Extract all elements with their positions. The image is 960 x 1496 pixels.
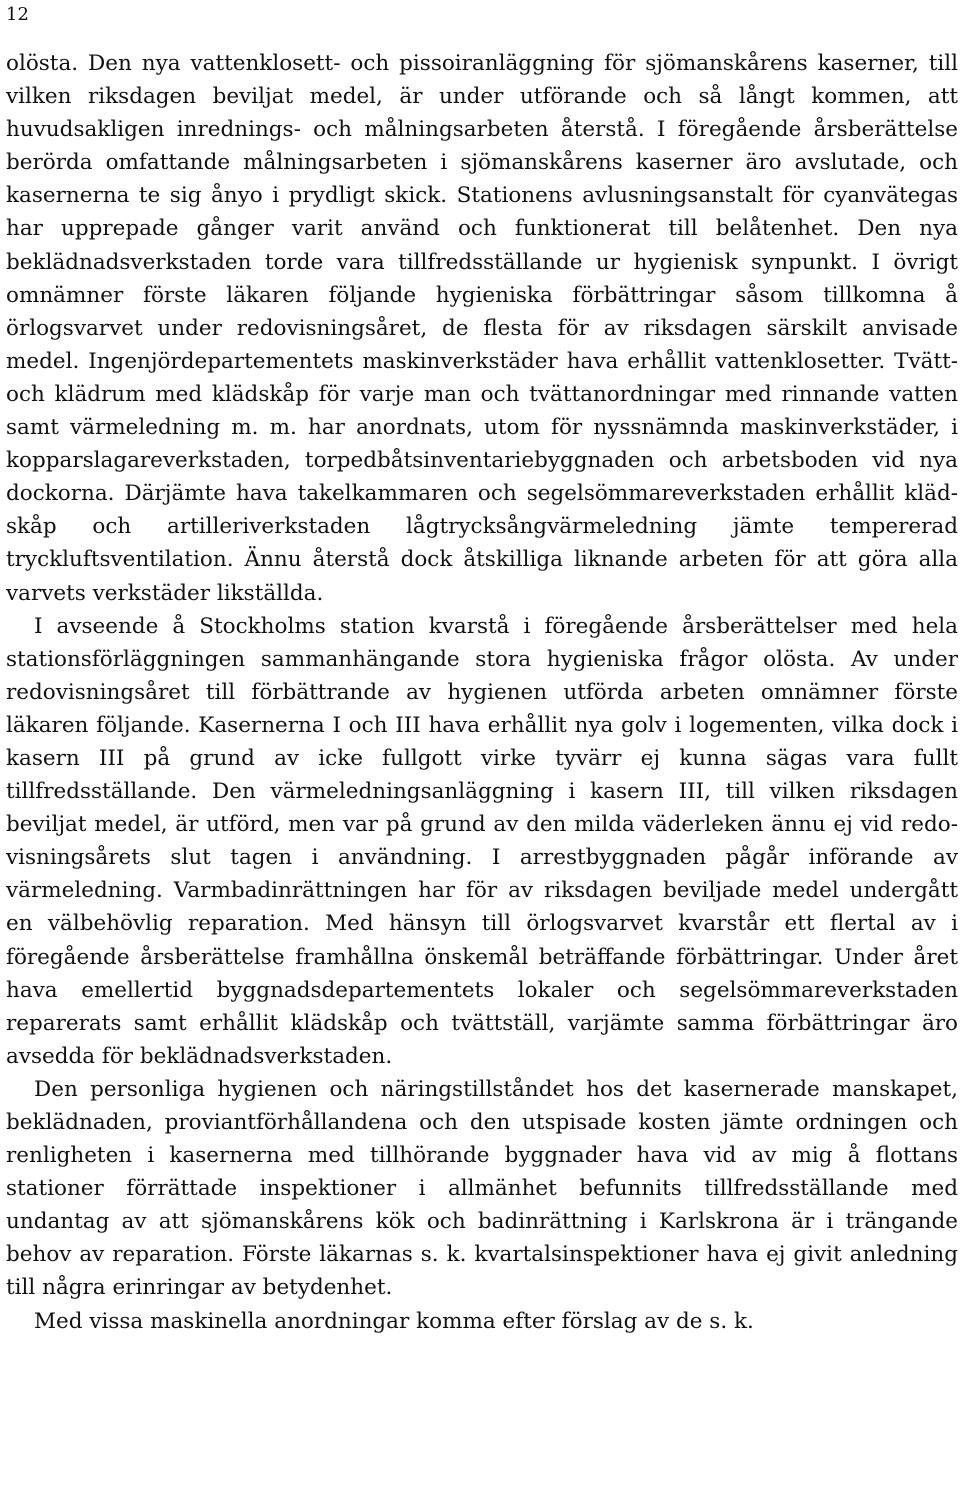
paragraph-machinery: Med vissa maskinella anordningar komma efter förslag av de s. k. (34, 1308, 754, 1334)
paragraph-stockholm-station: I avseende å Stockholms station kvarstå i föregående årsberättelser med hela stationsförläggningen sammanhängande stora hygieniska frågor olösta. Av under redovisningsåret till förbättrande av hygienen utförda arbeten omnämner förste läkaren följande. Kasernerna I och III hava erhållit nya golv i logementen, vilka dock i kasern III på grund av icke fullgott virke tyvärr ej kunna sägas vara fullt tillfredsställande. Den värmeledningsanläggning i kasern III, till vilken riksdagen beviljat medel, är utförd, men var på grund av den milda väderleken ännu ej vid redovisningsårets slut tagen i användning. I arrestbyggnaden pågår införande av värmeledning. Varmbadinrättningen har för av riksdagen beviljade medel undergått en välbehövlig reparation. Med hänsyn till örlogsvarvet kvarstår ett flertal av i föregående årsberättelse framhållna önskemål beträffande förbättringar. Under året hava emellertid byggnadsdepartementets lokaler och segelsömmareverkstaden reparerats samt erhållit klädskåp och tvättställ, varjämte samma förbättringar äro avsedda för beklädnadsverkstaden. (6, 613, 958, 1069)
body-text (6, 47, 958, 1338)
page-number: 12 (6, 4, 29, 25)
paragraph-continuation: olösta. Den nya vattenklosett- och pissoiranläggning för sjömanskårens kaserner, till vilken riksdagen beviljat medel, är under utförande och så långt kommen, att huvudsakligen inrednings- och målningsarbeten återstå. I föregående årsberättelse berörda omfattande målningsarbeten i sjömanskårens kaserner äro avslutade, och kasernerna te sig ånyo i prydligt skick. Stationens avlusningsanstalt för cyanvätegas har upprepade gånger varit använd och funktionerat till belåtenhet. Den nya beklädnadsverkstaden torde vara tillfredsställande ur hygienisk synpunkt. I övrigt omnämner förste läkaren följande hygieniska förbättringar såsom tillkomna å örlogsvarvet under redovisningsåret, de flesta för av riksdagen särskilt anvisade medel. Ingenjördepartementets maskinverkstäder hava erhållit vattenklosetter. Tvätt- och klädrum med klädskåp för varje man och tvättanordningar med rinnande vatten samt värmeledning m. m. har anordnats, utom för nyssnämnda maskinverkstäder, i kopparslagareverkstaden, torpedbåtsinventariebyggnaden och arbetsboden vid nya dockorna. Därjämte hava takelkammaren och segelsömmareverkstaden erhållit klädskåp och artilleriverkstaden lågtrycksångvärmeledning jämte tempererad tryckluftsventilation. Ännu återstå dock åtskilliga liknande arbeten för att göra alla varvets verkstäder likställda. (6, 51, 958, 606)
paragraph-personal-hygiene: Den personliga hygienen och näringstillståndet hos det kasernerade manskapet, beklädnaden, proviantförhållandena och den utspisade kosten jämte ordningen och renligheten i kasernerna med tillhörande byggnader hava vid av mig å flottans stationer förrättade inspektioner i allmänhet befunnits tillfredsställande med undantag av att sjömanskårens kök och badinrättning i Karlskrona är i trängande behov av reparation. Förste läkarnas s. k. kvartalsinspektioner hava ej givit anledning till några erinringar av betydenhet. (6, 1076, 958, 1301)
